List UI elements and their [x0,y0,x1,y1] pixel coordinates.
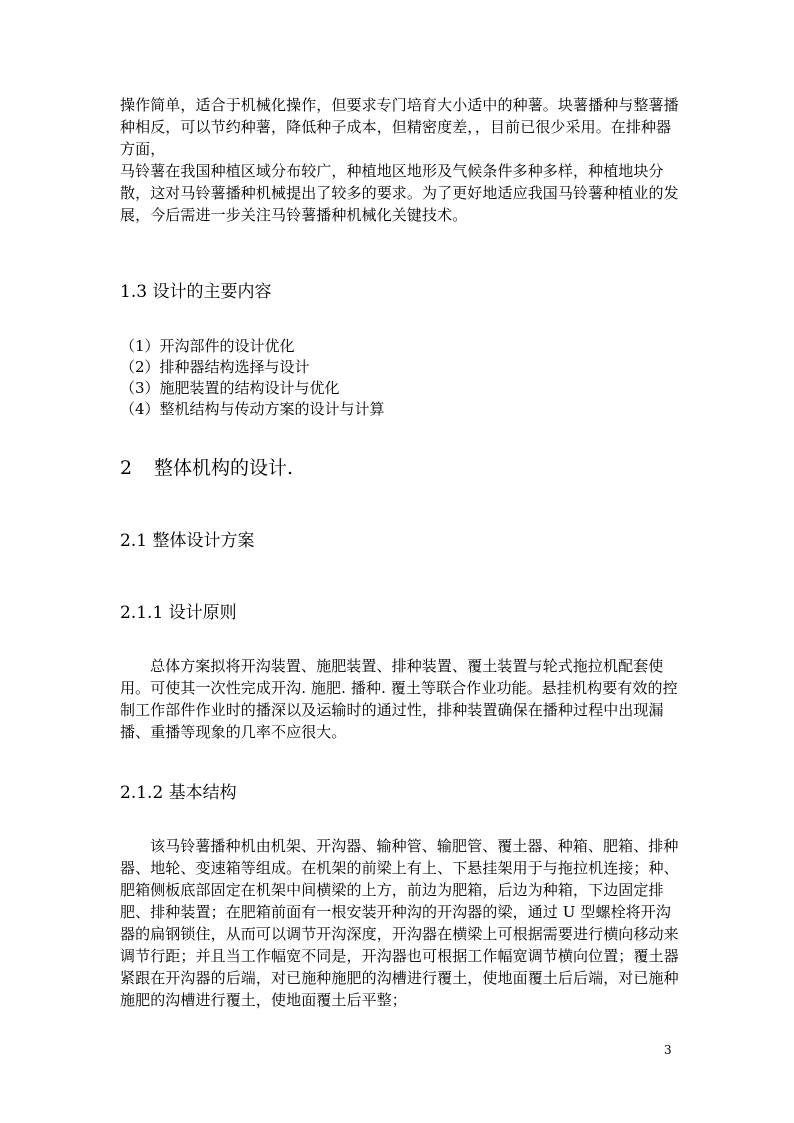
list-item: （1）开沟部件的设计优化 [120,337,295,355]
section-2-1-1-heading: 2.1.1 设计原则 [120,603,237,623]
basic-structure-paragraph: 该马铃薯播种机由机架、开沟器、输种管、输肥管、覆土器、种箱、肥箱、排种器、地轮、变速箱等组成。在机架的前梁上有上、下悬挂架用于与拖拉机连接；种、肥箱侧板底部固定在机架中间横梁的上方，前边为肥箱，后边为种箱，下边固定排肥、排种装置；在肥箱前面有一根安装开种沟的开沟器的梁，通过 U 型螺栓将开沟器的扁钢锁住，从而可以调节开沟深度，开沟器在横梁上可根据需要进行横向移动来调节行距；并且当工作幅宽不同是，开沟器也可根据工作幅宽调节横向位置；覆土器紧跟在开沟器的后端，对已施种施肥的沟槽进行覆土，使地面覆土后后端，对已施种施肥的沟槽进行覆土，使地面覆土后平整； [120,837,679,1009]
list-item: （2）排种器结构选择与设计 [120,358,310,376]
intro-paragraph-1: 操作简单，适合于机械化操作，但要求专门培育大小适中的种薯。块薯播种与整薯播种相反，可以节约种薯，降低种子成本，但精密度差，，目前已很少采用。在排种器方面， [120,96,679,158]
section-1-3-heading: 1.3 设计的主要内容 [120,282,272,302]
design-principle-text [120,655,680,743]
intro-text [120,94,680,226]
section-2-1-2-heading: 2.1.2 基本结构 [120,783,237,803]
design-principle-paragraph: 总体方案拟将开沟装置、施肥装置、排种装置、覆土装置与轮式拖拉机配套使用。可使其一次性完成开沟. 施肥. 播种. 覆土等联合作业功能。悬挂机构要有效的控制工作部件作业时的播深以及运输时的通过性，排种装置确保在播种过程中出现漏播、重播等现象的几率不应很大。 [120,657,678,741]
section-2-heading [120,455,293,481]
list-item: （4）整机结构与传动方案的设计与计算 [120,400,385,418]
design-content-list [120,336,680,420]
section-2-title: 整体机构的设计. [154,457,294,479]
section-2-1-heading: 2.1 整体设计方案 [120,531,255,551]
intro-paragraph-2: 马铃薯在我国种植区域分布较广，种植地区地形及气候条件多种多样，种植地块分散，这对马铃薯播种机械提出了较多的要求。为了更好地适应我国马铃薯种植业的发展，今后需进一步关注马铃薯播种机械化关键技术。 [120,162,679,224]
basic-structure-text [120,835,680,1011]
list-item: （3）施肥装置的结构设计与优化 [120,379,340,397]
section-2-number: 2 [120,457,133,479]
page-number: 3 [664,1043,672,1057]
